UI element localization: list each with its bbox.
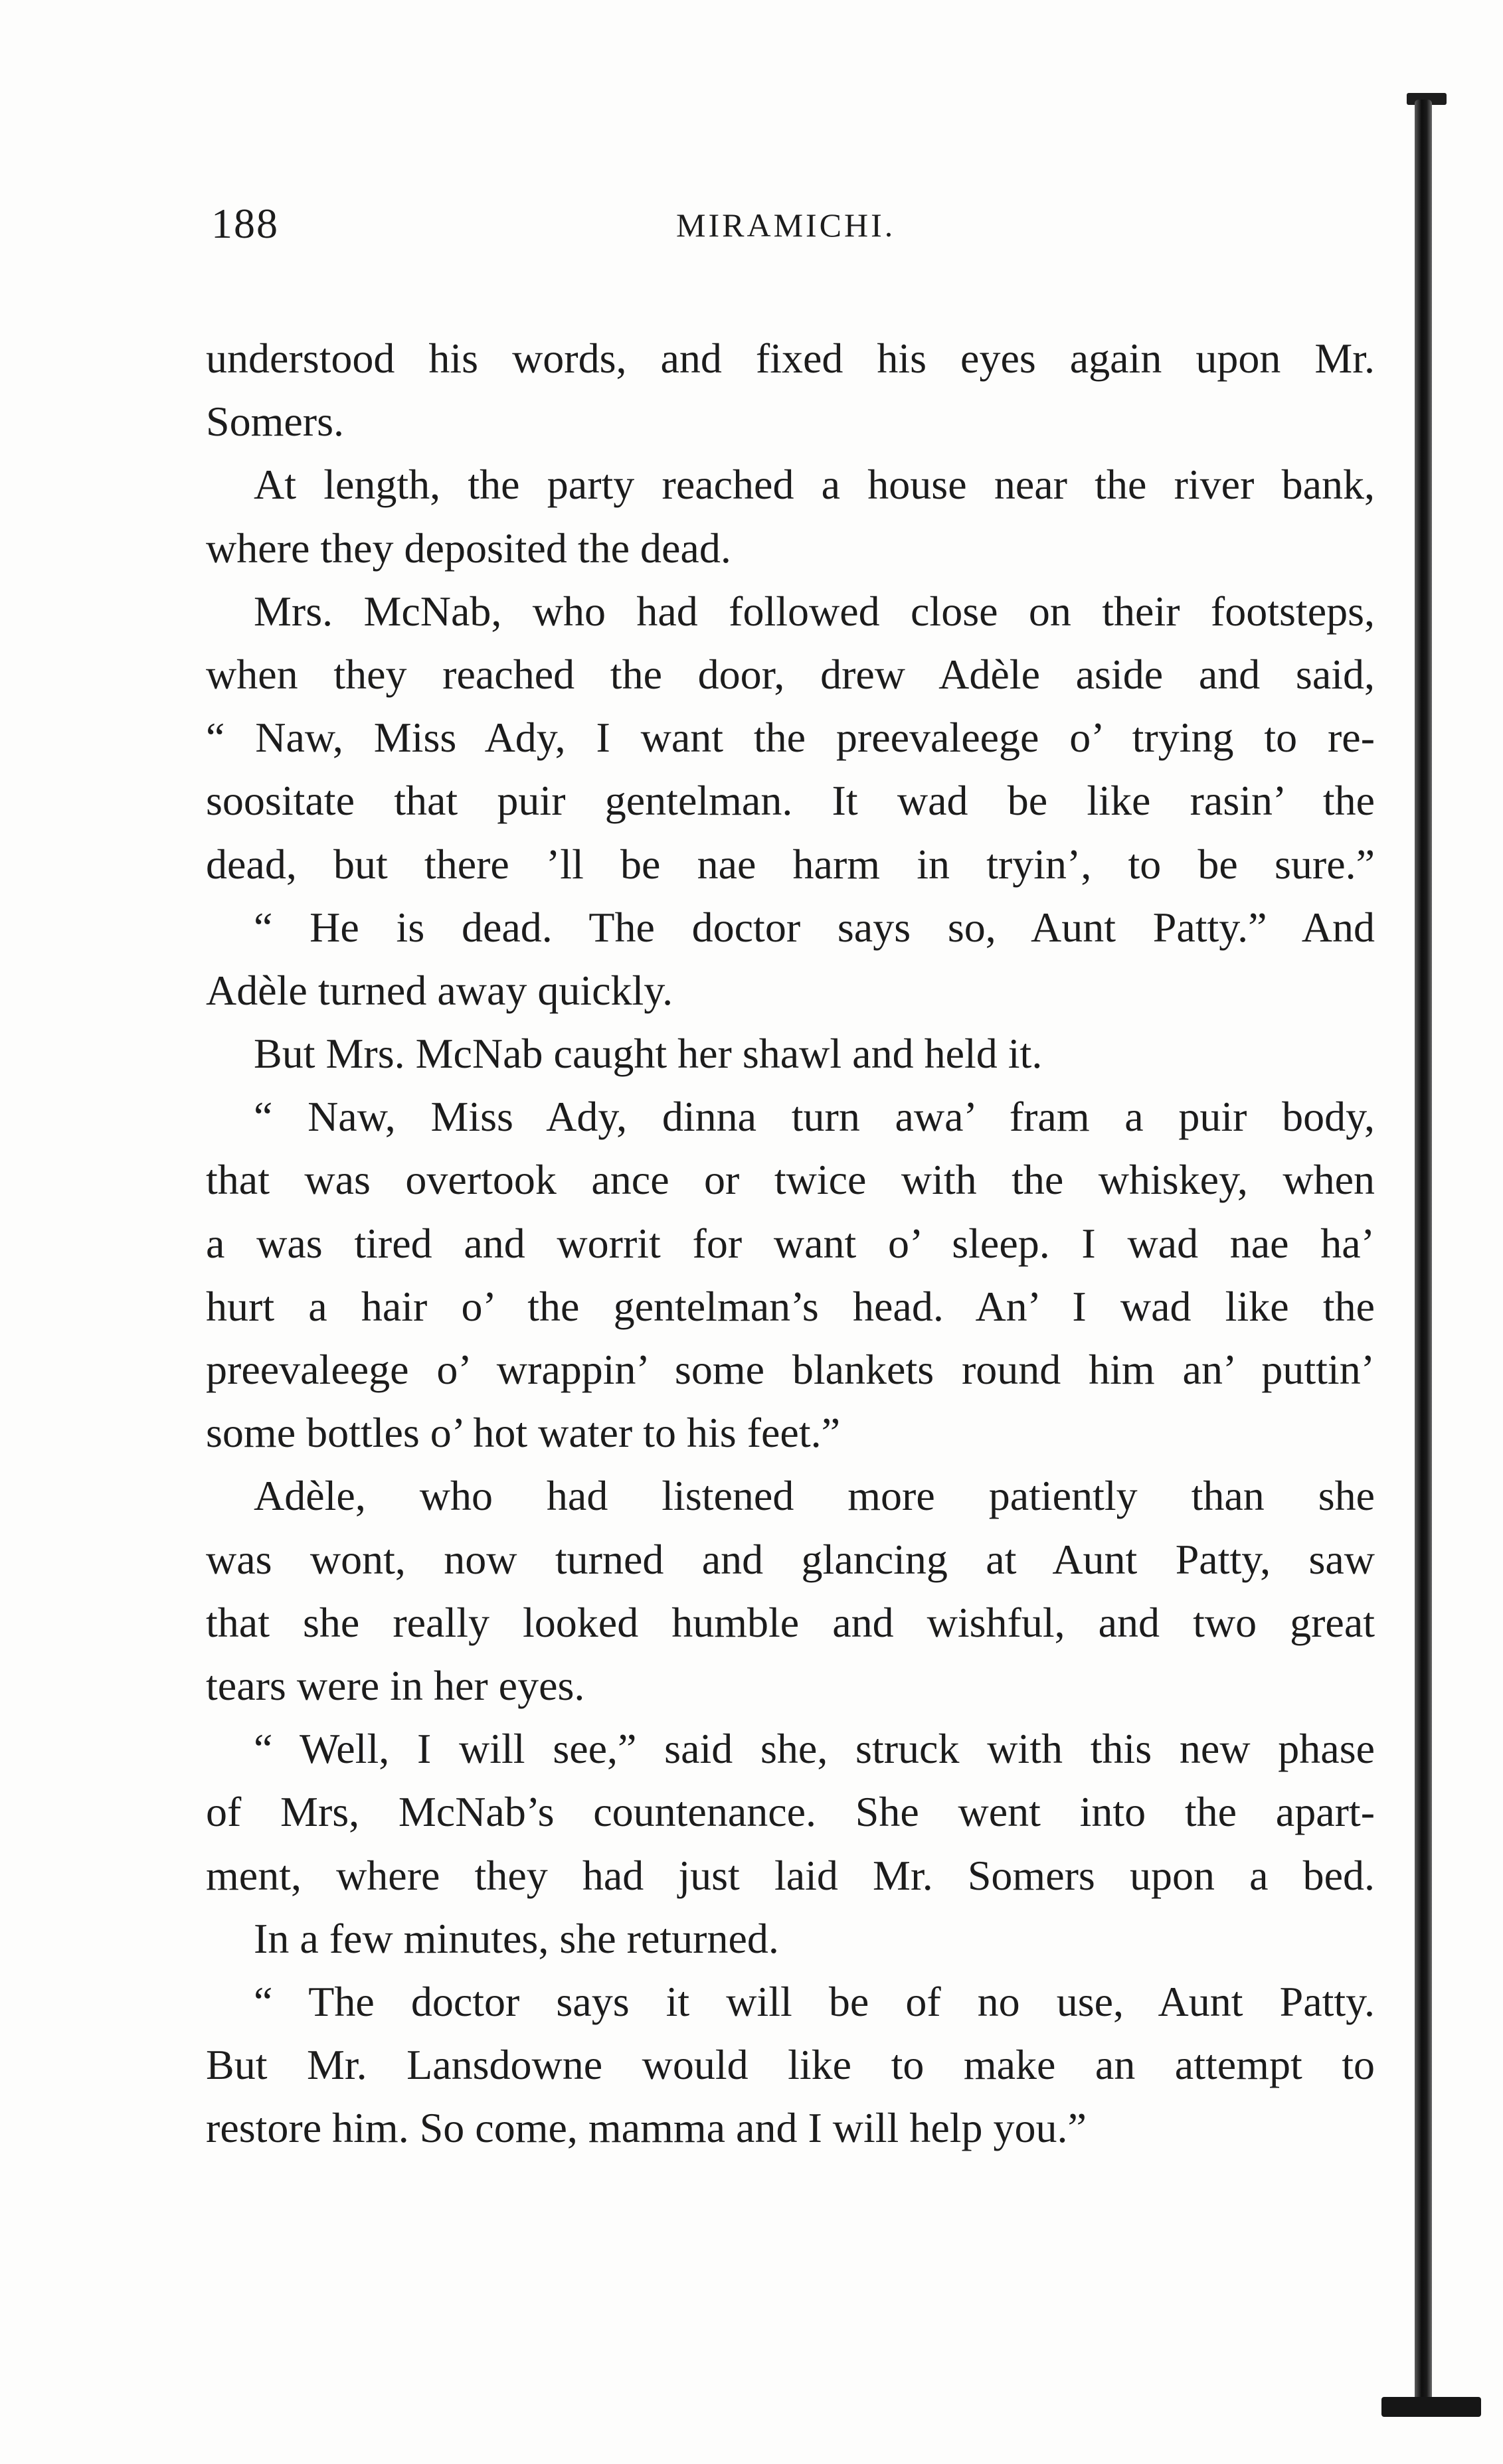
text-line: that she really looked humble and wishful, and two great [206,1598,1375,1646]
text-line: where they deposited the dead. [206,524,731,572]
text-line: preevaleege o’ wrappin’ some blankets round him an’ puttin’ [206,1346,1375,1393]
text-line: “ He is dead. The doctor says so, Aunt Patty.” And [254,903,1375,951]
text-line: Mrs. McNab, who had followed close on their footsteps, [254,587,1375,635]
text-line: of Mrs, McNab’s countenance. She went into the apart- [206,1788,1375,1836]
text-line: Adèle, who had listened more patiently than she [254,1472,1375,1520]
text-line: “ Naw, Miss Ady, I want the preevaleege o’ trying to re- [206,714,1375,762]
text-line: “ Naw, Miss Ady, dinna turn awa’ fram a puir body, [254,1093,1375,1141]
text-line: ment, where they had just laid Mr. Somers upon a bed. [206,1851,1375,1899]
text-line: tears were in her eyes. [206,1661,585,1709]
text-line: Somers. [206,398,344,446]
text-line: Adèle turned away quickly. [206,966,673,1014]
text-line: soositate that puir gentelman. It wad be like rasin’ the [206,777,1375,825]
text-line: At length, the party reached a house near the river bank, [254,461,1375,509]
body-text [206,327,1375,2159]
running-title: MIRAMICHI. [676,206,896,244]
text-line: hurt a hair o’ the gentelman’s head. An’ I wad like the [206,1282,1375,1330]
text-line: was wont, now turned and glancing at Aunt Patty, saw [206,1535,1375,1583]
text-line: “ Well, I will see,” said she, struck with this new phase [254,1725,1375,1773]
text-line: a was tired and worrit for want o’ sleep. I wad nae ha’ [206,1219,1375,1267]
text-line: some bottles o’ hot water to his feet.” [206,1409,840,1457]
text-line: But Mrs. McNab caught her shawl and held it. [254,1030,1043,1078]
text-line: that was overtook ance or twice with the whiskey, when [206,1156,1375,1204]
page-edge-shadow [1415,100,1432,2410]
running-head [211,199,1367,252]
page-edge-shadow-foot [1381,2397,1481,2417]
text-line: But Mr. Lansdowne would like to make an attempt to [206,2041,1375,2089]
text-line: when they reached the door, drew Adèle aside and said, [206,650,1375,698]
text-line: understood his words, and fixed his eyes again upon Mr. [206,335,1375,382]
text-line: restore him. So come, mamma and I will help you.” [206,2104,1087,2152]
text-line: “ The doctor says it will be of no use, Aunt Patty. [254,1977,1375,2025]
text-line: dead, but there ’ll be nae harm in tryin’, to be sure.” [206,840,1375,888]
page-number: 188 [211,200,279,247]
text-line: In a few minutes, she returned. [254,1914,779,1962]
